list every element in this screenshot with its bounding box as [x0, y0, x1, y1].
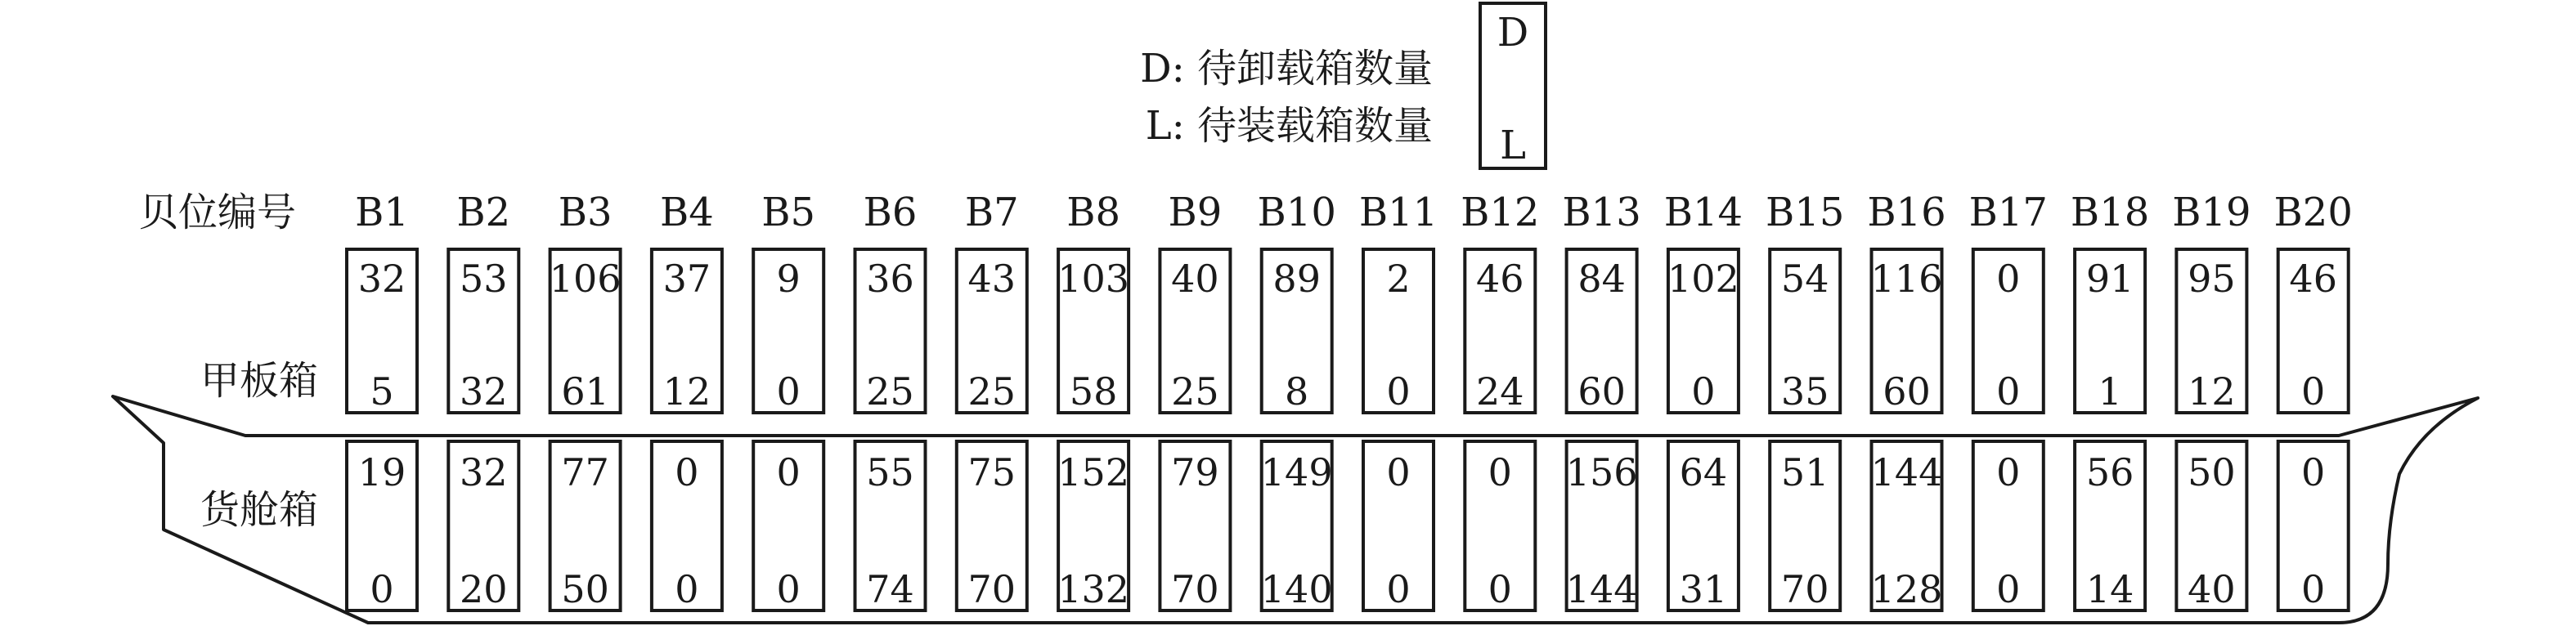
- deck-load-b11: 0: [1386, 369, 1411, 414]
- bay-label-b8: B8: [1066, 190, 1121, 235]
- bay-number-label: 贝位编号: [139, 190, 297, 235]
- hold-load-b7: 70: [967, 567, 1016, 611]
- hold-unload-b20: 0: [2301, 450, 2326, 494]
- hold-load-b20: 0: [2301, 567, 2326, 611]
- bay-column-b18: [2071, 190, 2149, 611]
- deck-load-b12: 24: [1476, 369, 1524, 414]
- hold-unload-b5: 0: [776, 450, 801, 494]
- bay-label-b14: B14: [1663, 190, 1744, 235]
- deck-row-label: 甲板箱: [200, 358, 319, 404]
- hold-unload-b13: 156: [1565, 450, 1638, 494]
- bay-column-b19: [2172, 190, 2251, 611]
- bay-label-b10: B10: [1257, 190, 1336, 235]
- deck-unload-b20: 46: [2289, 257, 2337, 301]
- bay-label-b17: B17: [1968, 190, 2048, 235]
- bay-column-b13: [1562, 190, 1640, 611]
- deck-unload-b5: 9: [776, 257, 801, 301]
- hold-unload-b8: 152: [1057, 450, 1130, 494]
- deck-load-b2: 32: [460, 369, 508, 414]
- hold-unload-b3: 77: [561, 450, 609, 494]
- hold-unload-b10: 149: [1260, 450, 1333, 494]
- bay-column-b8: [1057, 190, 1129, 611]
- bay-column-b6: [855, 190, 926, 611]
- deck-unload-b17: 0: [1996, 257, 2021, 301]
- hold-load-b16: 128: [1870, 567, 1943, 611]
- hold-unload-b7: 75: [967, 450, 1016, 494]
- bay-column-b1: [347, 190, 417, 611]
- hold-load-b2: 20: [460, 567, 508, 611]
- deck-load-b20: 0: [2301, 369, 2326, 414]
- deck-load-b1: 5: [370, 369, 394, 414]
- hold-load-b5: 0: [776, 567, 801, 611]
- deck-load-b15: 35: [1780, 369, 1829, 414]
- bay-column-b15: [1766, 190, 1844, 611]
- hold-unload-b1: 19: [357, 450, 406, 494]
- hold-unload-b19: 50: [2188, 450, 2236, 494]
- bay-column-b2: [448, 190, 518, 611]
- deck-load-b17: 0: [1996, 369, 2021, 414]
- bay-label-b18: B18: [2070, 190, 2150, 235]
- bay-label-b15: B15: [1766, 190, 1845, 235]
- deck-load-b19: 12: [2188, 369, 2236, 414]
- hold-unload-b18: 56: [2085, 450, 2134, 494]
- hold-load-b19: 40: [2188, 567, 2236, 611]
- bay-label-b7: B7: [964, 190, 1019, 235]
- hold-load-b10: 140: [1260, 567, 1333, 611]
- bay-label-b19: B19: [2172, 190, 2251, 235]
- deck-unload-b9: 40: [1171, 257, 1219, 301]
- bay-column-b14: [1664, 190, 1743, 611]
- hold-unload-b15: 51: [1780, 450, 1829, 494]
- deck-load-b3: 61: [561, 369, 609, 414]
- deck-unload-b8: 103: [1057, 257, 1130, 301]
- hold-unload-b6: 55: [866, 450, 914, 494]
- deck-load-b10: 8: [1285, 369, 1309, 414]
- hold-load-b17: 0: [1996, 567, 2021, 611]
- deck-unload-b19: 95: [2188, 257, 2236, 301]
- hold-row-label: 货舱箱: [200, 487, 319, 533]
- deck-load-b9: 25: [1171, 369, 1219, 414]
- deck-unload-b12: 46: [1476, 257, 1524, 301]
- hold-load-b8: 132: [1057, 567, 1130, 611]
- bay-label-b11: B11: [1358, 190, 1438, 235]
- deck-load-b14: 0: [1691, 369, 1716, 414]
- deck-load-b4: 12: [662, 369, 711, 414]
- legend: [1140, 3, 1546, 168]
- deck-load-b13: 60: [1577, 369, 1626, 414]
- deck-load-b5: 0: [776, 369, 801, 414]
- bay-column-b11: [1359, 190, 1438, 611]
- legend-box-d: D: [1497, 10, 1529, 56]
- bay-label-b5: B5: [761, 190, 816, 235]
- deck-unload-b1: 32: [357, 257, 406, 301]
- hold-load-b13: 144: [1565, 567, 1638, 611]
- hold-load-b4: 0: [675, 567, 699, 611]
- hold-unload-b4: 0: [675, 450, 699, 494]
- deck-unload-b10: 89: [1272, 257, 1321, 301]
- bay-column-b9: [1160, 190, 1230, 611]
- hold-unload-b9: 79: [1171, 450, 1219, 494]
- hold-load-b3: 50: [561, 567, 609, 611]
- bay-label-b1: B1: [355, 190, 409, 235]
- bay-label-b16: B16: [1867, 190, 1946, 235]
- deck-unload-b3: 106: [549, 257, 622, 301]
- legend-l-text: L: 待装载箱数量: [1145, 103, 1433, 149]
- bay-label-b20: B20: [2273, 190, 2353, 235]
- legend-d-text: D: 待卸载箱数量: [1140, 46, 1433, 92]
- bay-label-b2: B2: [456, 190, 511, 235]
- hold-unload-b17: 0: [1996, 450, 2021, 494]
- deck-unload-b11: 2: [1386, 257, 1411, 301]
- deck-unload-b6: 36: [866, 257, 914, 301]
- hold-load-b18: 14: [2085, 567, 2134, 611]
- hold-load-b12: 0: [1488, 567, 1512, 611]
- deck-unload-b16: 116: [1870, 257, 1943, 301]
- hold-load-b1: 0: [370, 567, 394, 611]
- deck-unload-b14: 102: [1667, 257, 1739, 301]
- deck-unload-b2: 53: [460, 257, 508, 301]
- deck-unload-b18: 91: [2085, 257, 2134, 301]
- hold-unload-b16: 144: [1870, 450, 1943, 494]
- bay-label-b12: B12: [1461, 190, 1540, 235]
- bay-label-b9: B9: [1168, 190, 1223, 235]
- deck-load-b6: 25: [866, 369, 914, 414]
- hold-load-b14: 31: [1679, 567, 1728, 611]
- hold-unload-b12: 0: [1488, 450, 1512, 494]
- bay-label-b4: B4: [659, 190, 714, 235]
- deck-unload-b7: 43: [967, 257, 1016, 301]
- bay-column-b10: [1258, 190, 1336, 611]
- deck-load-b16: 60: [1883, 369, 1931, 414]
- deck-unload-b13: 84: [1577, 257, 1626, 301]
- bay-label-b6: B6: [863, 190, 918, 235]
- deck-load-b8: 58: [1069, 369, 1118, 414]
- hold-load-b11: 0: [1386, 567, 1411, 611]
- bay-column-b3: [550, 190, 622, 611]
- bay-column-b4: [652, 190, 722, 611]
- hold-unload-b14: 64: [1679, 450, 1728, 494]
- bay-column-b16: [1867, 190, 1945, 611]
- hold-unload-b2: 32: [460, 450, 508, 494]
- bay-column-b20: [2274, 190, 2353, 611]
- deck-unload-b15: 54: [1780, 257, 1829, 301]
- bay-label-b3: B3: [558, 190, 613, 235]
- bay-column-b12: [1461, 190, 1539, 611]
- bay-column-b5: [753, 190, 824, 611]
- hold-load-b6: 74: [866, 567, 914, 611]
- deck-load-b7: 25: [967, 369, 1016, 414]
- hold-load-b15: 70: [1780, 567, 1829, 611]
- deck-unload-b4: 37: [662, 257, 711, 301]
- legend-box-l: L: [1500, 123, 1526, 168]
- hold-load-b9: 70: [1171, 567, 1219, 611]
- bay-column-b7: [957, 190, 1027, 611]
- bays: [347, 190, 2353, 611]
- hold-unload-b11: 0: [1386, 450, 1411, 494]
- deck-load-b18: 1: [2098, 369, 2122, 414]
- bay-column-b17: [1969, 190, 2048, 611]
- bay-label-b13: B13: [1562, 190, 1641, 235]
